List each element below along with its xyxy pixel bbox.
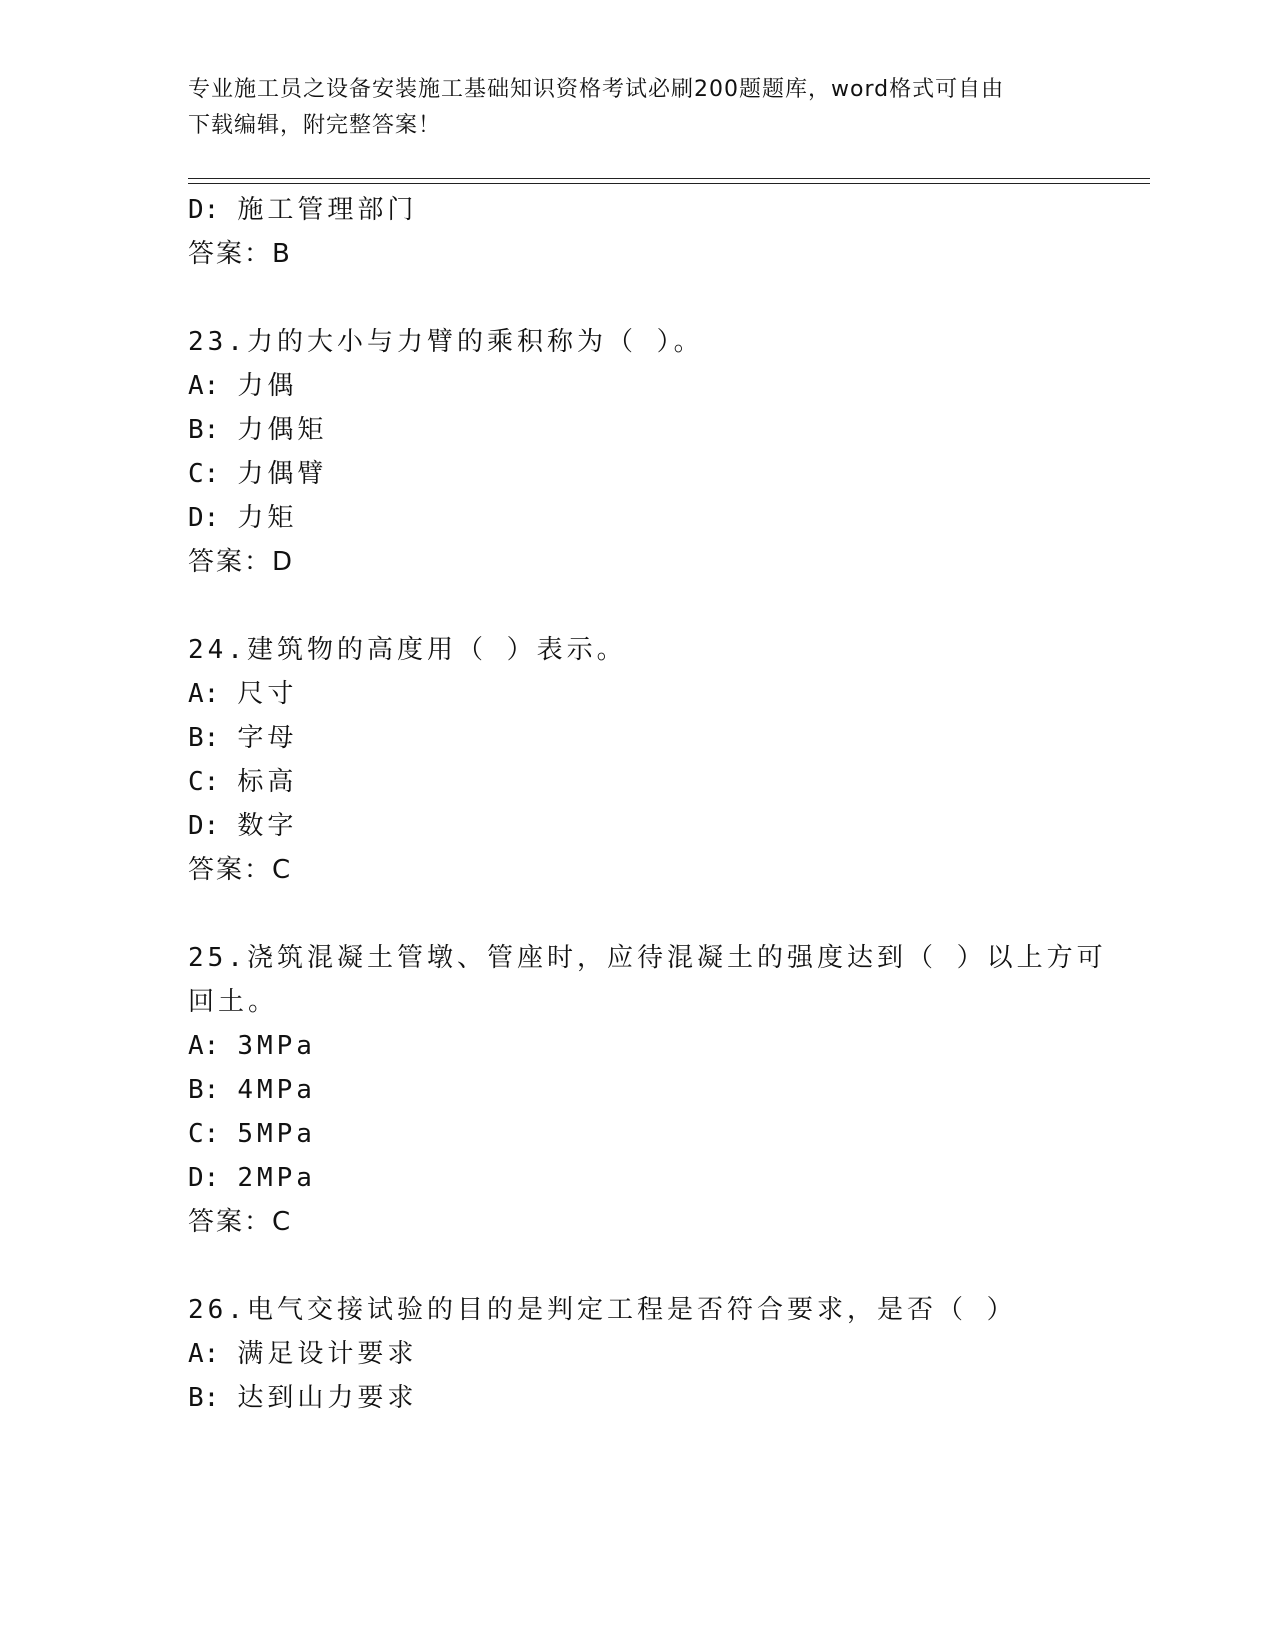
option-d <box>188 810 297 842</box>
option-separator: : <box>203 195 220 225</box>
question-stem: 26.电气交接试验的目的是判定工程是否符合要求，是否（ ） <box>188 1295 1017 1325</box>
option-key: B <box>188 723 204 753</box>
option-b <box>188 1382 417 1414</box>
option-key: B <box>188 1383 204 1413</box>
option-a <box>188 370 297 402</box>
option-c <box>188 458 327 490</box>
option-d <box>188 194 417 226</box>
option-text: 3MPa <box>237 1031 316 1061</box>
option-c <box>188 1118 316 1150</box>
option-separator: : <box>203 459 220 489</box>
option-text: 尺寸 <box>237 679 298 709</box>
answer-line: 答案：C <box>188 1207 293 1237</box>
option-key: C <box>188 1119 204 1149</box>
option-key: D <box>188 503 204 533</box>
option-key: D <box>188 195 204 225</box>
option-separator: : <box>203 1119 220 1149</box>
option-key: C <box>188 459 204 489</box>
option-separator: : <box>203 811 220 841</box>
option-separator: : <box>203 1339 220 1369</box>
option-text: 字母 <box>237 723 298 753</box>
option-b <box>188 414 327 446</box>
option-text: 数字 <box>237 811 298 841</box>
option-text: 达到山力要求 <box>237 1383 418 1413</box>
option-text: 力偶矩 <box>237 415 328 445</box>
option-text: 标高 <box>237 767 298 797</box>
header-divider-top <box>188 178 1150 179</box>
header-divider-bottom <box>188 183 1150 184</box>
option-a <box>188 1030 316 1062</box>
option-key: B <box>188 415 204 445</box>
document-header <box>188 72 1068 144</box>
option-separator: : <box>203 1075 220 1105</box>
question-stem: 24.建筑物的高度用（ ）表示。 <box>188 635 627 665</box>
option-c <box>188 766 297 798</box>
option-text: 满足设计要求 <box>237 1339 418 1369</box>
header-title-line-1: 专业施工员之设备安装施工基础知识资格考试必刷200题题库，word格式可自由 <box>188 77 1005 102</box>
option-a <box>188 1338 417 1370</box>
question-stem: 23.力的大小与力臂的乘积称为（ ）。 <box>188 327 704 357</box>
question-stem: 25.浇筑混凝土管墩、管座时，应待混凝土的强度达到（ ）以上方可 <box>188 943 1107 973</box>
option-separator: : <box>203 767 220 797</box>
option-separator: : <box>203 1383 220 1413</box>
option-b <box>188 1074 316 1106</box>
option-separator: : <box>203 679 220 709</box>
option-text: 施工管理部门 <box>237 195 418 225</box>
option-text: 4MPa <box>237 1075 316 1105</box>
option-key: A <box>188 371 204 401</box>
option-text: 力矩 <box>237 503 298 533</box>
option-key: A <box>188 1339 204 1369</box>
option-separator: : <box>203 371 220 401</box>
option-key: C <box>188 767 204 797</box>
option-separator: : <box>203 503 220 533</box>
option-separator: : <box>203 1031 220 1061</box>
option-text: 力偶 <box>237 371 298 401</box>
option-key: D <box>188 811 204 841</box>
option-a <box>188 678 297 710</box>
option-separator: : <box>203 415 220 445</box>
option-b <box>188 722 297 754</box>
answer-line: 答案：D <box>188 547 295 577</box>
option-key: D <box>188 1163 204 1193</box>
answer-line: 答案：C <box>188 855 293 885</box>
header-title-line-2: 下载编辑，附完整答案！ <box>188 113 442 138</box>
option-d <box>188 502 297 534</box>
answer-line: 答案：B <box>188 239 292 269</box>
option-separator: : <box>203 723 220 753</box>
option-separator: : <box>203 1163 220 1193</box>
option-d <box>188 1162 316 1194</box>
question-stem-continued: 回土。 <box>188 987 279 1017</box>
option-text: 5MPa <box>237 1119 316 1149</box>
option-text: 2MPa <box>237 1163 316 1193</box>
option-key: B <box>188 1075 204 1105</box>
option-key: A <box>188 1031 204 1061</box>
option-text: 力偶臂 <box>237 459 328 489</box>
option-key: A <box>188 679 204 709</box>
